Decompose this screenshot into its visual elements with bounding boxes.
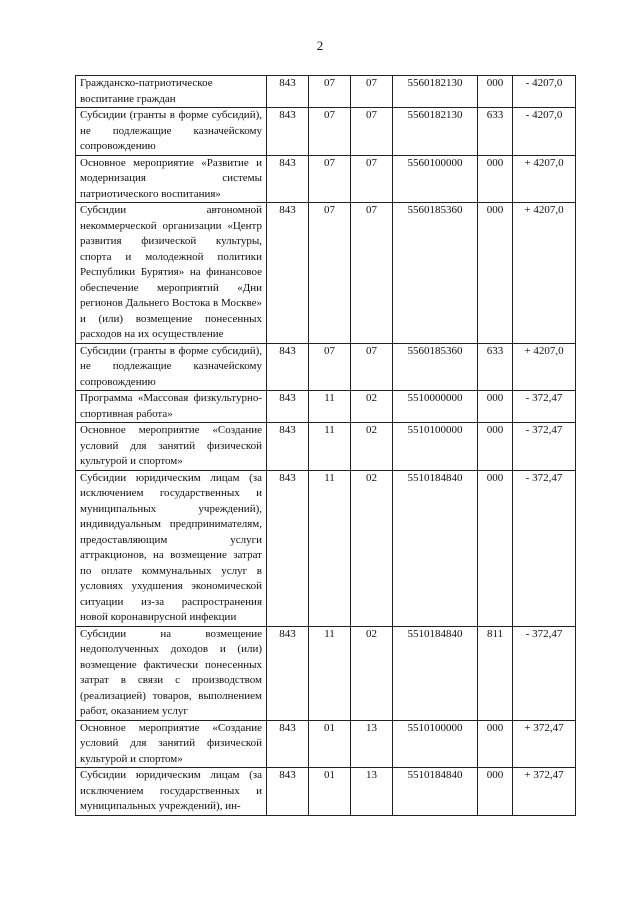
target-article-cell: 5510184840 [393,768,478,816]
ved-cell: 843 [267,203,309,344]
amount-cell: + 4207,0 [513,203,576,344]
ved-cell: 843 [267,76,309,108]
budget-table [75,75,576,816]
subsection-cell: 07 [351,108,393,156]
subsection-cell: 13 [351,768,393,816]
target-article-cell: 5510100000 [393,423,478,471]
table-row [76,720,576,768]
section-cell: 11 [309,423,351,471]
table-row [76,108,576,156]
row-name-cell: Основное мероприятие «Создание условий для занятий физической культурой и спортом» [76,720,267,768]
expense-type-cell: 633 [478,343,513,391]
target-article-cell: 5560182130 [393,76,478,108]
expense-type-cell: 000 [478,391,513,423]
amount-cell: - 4207,0 [513,76,576,108]
expense-type-cell: 000 [478,423,513,471]
row-name-cell: Субсидии (гранты в форме субсидий), не подлежащие казначейскому сопровождению [76,108,267,156]
target-article-cell: 5560100000 [393,155,478,203]
subsection-cell: 07 [351,155,393,203]
subsection-cell: 07 [351,203,393,344]
table-row [76,203,576,344]
amount-cell: + 4207,0 [513,343,576,391]
section-cell: 07 [309,155,351,203]
section-cell: 07 [309,203,351,344]
row-name-cell: Гражданско-патриотическое воспитание граждан [76,76,267,108]
target-article-cell: 5560185360 [393,203,478,344]
section-cell: 01 [309,768,351,816]
ved-cell: 843 [267,720,309,768]
ved-cell: 843 [267,343,309,391]
subsection-cell: 02 [351,470,393,626]
section-cell: 07 [309,343,351,391]
table-row [76,423,576,471]
table-row [76,626,576,720]
ved-cell: 843 [267,108,309,156]
target-article-cell: 5510100000 [393,720,478,768]
expense-type-cell: 633 [478,108,513,156]
amount-cell: - 372,47 [513,470,576,626]
ved-cell: 843 [267,423,309,471]
expense-type-cell: 000 [478,720,513,768]
subsection-cell: 02 [351,626,393,720]
page-number: 2 [316,38,324,53]
target-article-cell: 5510184840 [393,626,478,720]
table-row [76,76,576,108]
table-row [76,768,576,816]
amount-cell: + 4207,0 [513,155,576,203]
subsection-cell: 02 [351,391,393,423]
target-article-cell: 5510000000 [393,391,478,423]
section-cell: 11 [309,626,351,720]
amount-cell: + 372,47 [513,720,576,768]
target-article-cell: 5560185360 [393,343,478,391]
section-cell: 11 [309,391,351,423]
row-name-cell: Основное мероприятие «Развитие и модернизация системы патриотического воспитания» [76,155,267,203]
row-name-cell: Субсидии юридическим лицам (за исключением государственных и муниципальных учреждений), ин- [76,768,267,816]
section-cell: 07 [309,108,351,156]
expense-type-cell: 000 [478,768,513,816]
expense-type-cell: 000 [478,76,513,108]
row-name-cell: Субсидии автономной некоммерческой организации «Центр развития физической культуры, спорта и молодежной политики Республики Бурятия» на финансовое обеспечение мероприятий «Дни регионов Дальнего Востока в Москве» и (или) возмещение понесенных расходов на их осуществление [76,203,267,344]
section-cell: 11 [309,470,351,626]
row-name-cell: Субсидии на возмещение недополученных доходов и (или) возмещение фактически понесенных затрат в связи с производством (реализацией) товаров, выполнением работ, оказанием услуг [76,626,267,720]
target-article-cell: 5510184840 [393,470,478,626]
expense-type-cell: 000 [478,470,513,626]
subsection-cell: 07 [351,76,393,108]
expense-type-cell: 000 [478,203,513,344]
subsection-cell: 02 [351,423,393,471]
amount-cell: - 372,47 [513,391,576,423]
ved-cell: 843 [267,470,309,626]
ved-cell: 843 [267,155,309,203]
ved-cell: 843 [267,768,309,816]
amount-cell: - 4207,0 [513,108,576,156]
ved-cell: 843 [267,626,309,720]
expense-type-cell: 811 [478,626,513,720]
subsection-cell: 07 [351,343,393,391]
budget-table-body [76,76,576,816]
section-cell: 07 [309,76,351,108]
table-row [76,391,576,423]
section-cell: 01 [309,720,351,768]
ved-cell: 843 [267,391,309,423]
row-name-cell: Субсидии юридическим лицам (за исключением государственных и муниципальных учреждений), индивидуальным предпринимателям, предоставляющим услуги аттракционов, на возмещение затрат по оплате коммунальных услуг в условиях ухудшения экономической ситуации из-за распространения новой коронавирусной инфекции [76,470,267,626]
row-name-cell: Программа «Массовая физкультурно-спортивная работа» [76,391,267,423]
amount-cell: - 372,47 [513,423,576,471]
amount-cell: - 372,47 [513,626,576,720]
table-row [76,343,576,391]
row-name-cell: Субсидии (гранты в форме субсидий), не подлежащие казначейскому сопровождению [76,343,267,391]
table-row [76,155,576,203]
row-name-cell: Основное мероприятие «Создание условий для занятий физической культурой и спортом» [76,423,267,471]
amount-cell: + 372,47 [513,768,576,816]
subsection-cell: 13 [351,720,393,768]
expense-type-cell: 000 [478,155,513,203]
table-row [76,470,576,626]
target-article-cell: 5560182130 [393,108,478,156]
